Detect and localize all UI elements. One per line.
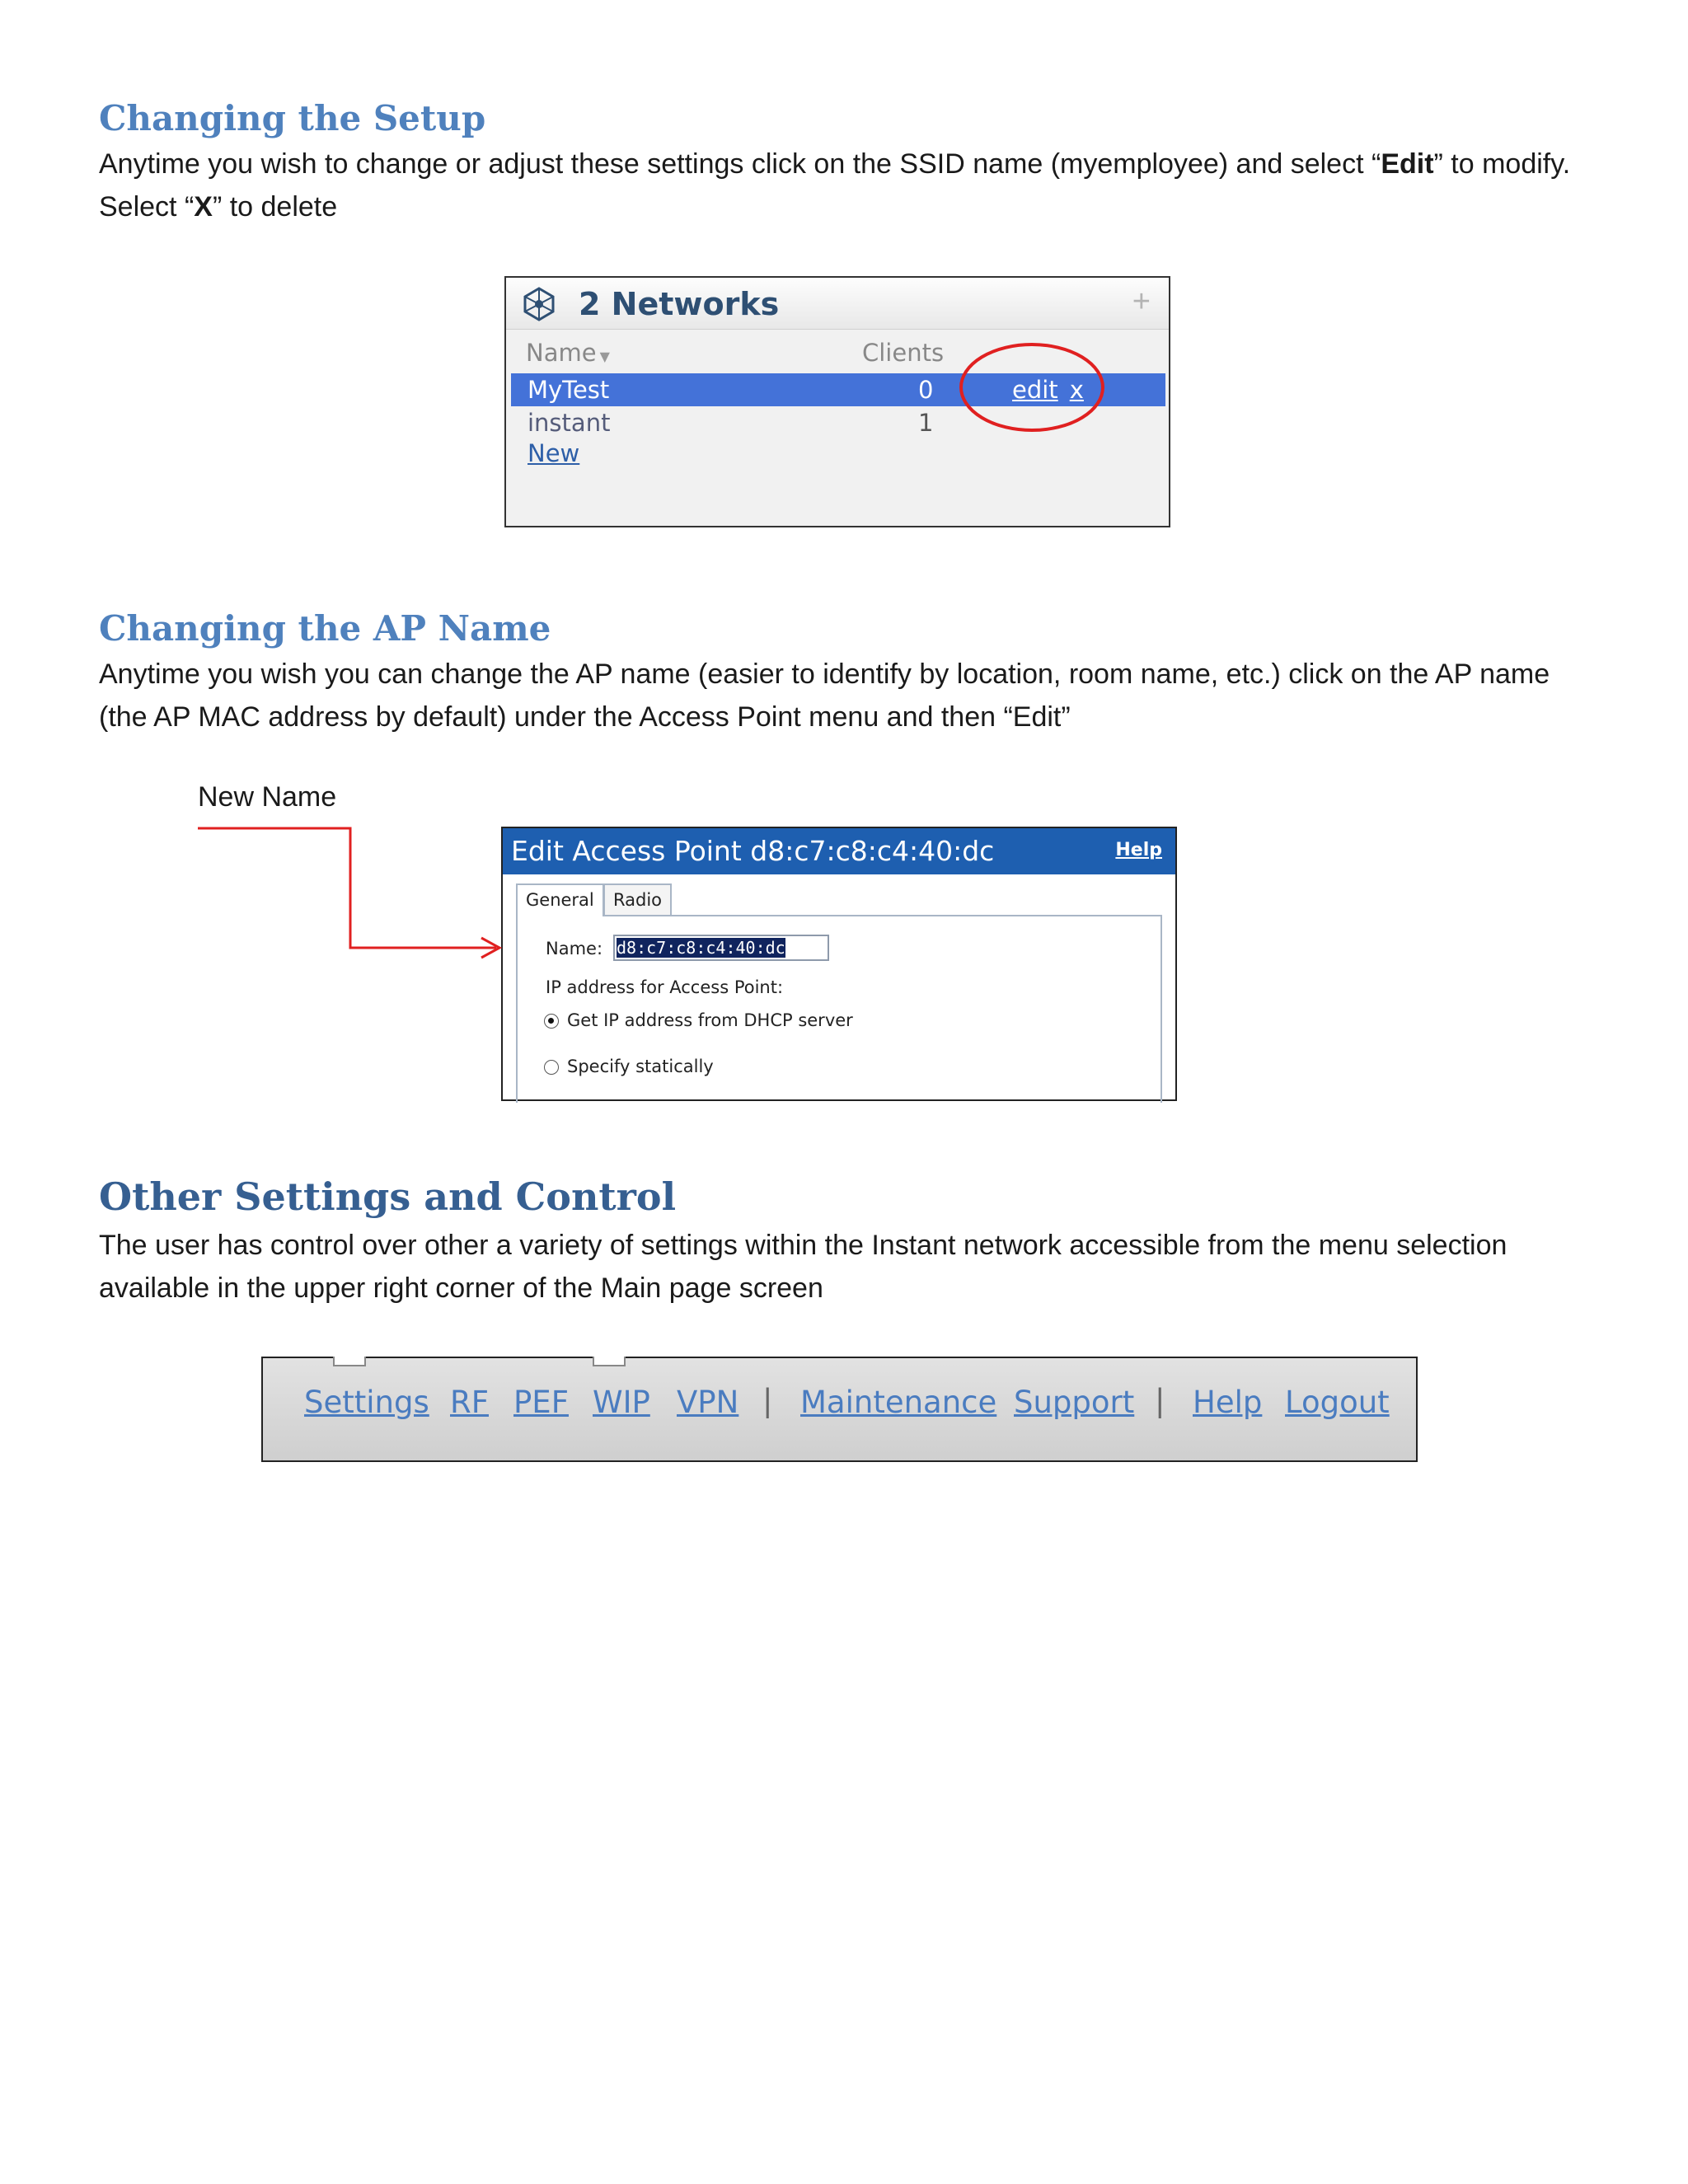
network-name[interactable]: MyTest bbox=[528, 376, 610, 404]
ip-address-label: IP address for Access Point: bbox=[546, 977, 784, 997]
network-clients: 0 bbox=[918, 376, 934, 404]
menu-settings[interactable]: Settings bbox=[304, 1385, 429, 1420]
edit-access-point-dialog bbox=[501, 827, 1177, 1101]
section-title-other-settings: Other Settings and Control bbox=[99, 1174, 677, 1219]
radio-static-label: Specify statically bbox=[567, 1057, 714, 1076]
network-row-mytest[interactable] bbox=[511, 373, 1165, 406]
paragraph-text: The user has control over other a variety of settings within the Instant network accessible from the menu selection bbox=[99, 1230, 1507, 1261]
paragraph-text: Anytime you wish you can change the AP name (easier to identify by location, room name, etc.) click on the AP name bbox=[99, 658, 1550, 690]
tab-general[interactable]: General bbox=[516, 883, 604, 916]
radio-dhcp-label: Get IP address from DHCP server bbox=[567, 1010, 853, 1030]
decorative-stub bbox=[333, 1357, 366, 1366]
delete-link[interactable]: x bbox=[1069, 376, 1084, 404]
dialog-help-link[interactable]: Help bbox=[1115, 840, 1162, 860]
annotation-arrow-line bbox=[198, 828, 496, 948]
paragraph-text: ” to modify. bbox=[1433, 148, 1571, 180]
menu-maintenance[interactable]: Maintenance bbox=[800, 1385, 997, 1420]
menu-pef[interactable]: PEF bbox=[513, 1385, 569, 1420]
section-paragraph-ap-name bbox=[99, 653, 1582, 738]
menu-help[interactable]: Help bbox=[1193, 1385, 1263, 1420]
main-menu-bar bbox=[261, 1357, 1418, 1462]
column-header-name-label: Name bbox=[526, 339, 597, 367]
paragraph-text: Anytime you wish to change or adjust these settings click on the SSID name (myemployee) and select “ bbox=[99, 148, 1381, 180]
network-actions bbox=[1012, 376, 1095, 404]
column-header-clients: Clients bbox=[862, 339, 945, 367]
network-row-instant[interactable] bbox=[511, 406, 1165, 439]
menu-separator: | bbox=[762, 1383, 773, 1418]
column-header-name[interactable] bbox=[526, 339, 610, 367]
ap-name-input[interactable] bbox=[613, 935, 829, 961]
ap-name-selected-text: d8:c7:c8:c4:40:dc bbox=[617, 938, 785, 958]
menu-vpn[interactable]: VPN bbox=[677, 1385, 739, 1420]
ap-name-label: Name: bbox=[546, 939, 603, 958]
edit-link[interactable]: edit bbox=[1012, 376, 1058, 404]
paragraph-text: (the AP MAC address by default) under the Access Point menu and then “Edit” bbox=[99, 701, 1071, 733]
radio-static[interactable] bbox=[544, 1060, 559, 1075]
dialog-header bbox=[503, 828, 1175, 874]
network-icon bbox=[521, 286, 557, 322]
tab-radio[interactable]: Radio bbox=[603, 883, 672, 915]
paragraph-bold-x: X bbox=[194, 191, 213, 223]
networks-panel-header bbox=[506, 278, 1169, 330]
network-name[interactable]: instant bbox=[528, 409, 611, 437]
radio-dhcp[interactable] bbox=[544, 1014, 559, 1029]
menu-logout[interactable]: Logout bbox=[1285, 1385, 1390, 1420]
paragraph-text: available in the upper right corner of the Main page screen bbox=[99, 1272, 823, 1304]
section-paragraph-other-settings bbox=[99, 1224, 1582, 1310]
menu-separator: | bbox=[1155, 1383, 1165, 1418]
add-network-icon[interactable]: + bbox=[1132, 284, 1151, 319]
paragraph-bold-edit: Edit bbox=[1381, 148, 1434, 180]
network-clients: 1 bbox=[918, 409, 934, 437]
section-title-changing-setup: Changing the Setup bbox=[99, 98, 486, 138]
new-network-link[interactable]: New bbox=[528, 439, 580, 467]
networks-title: 2 Networks bbox=[579, 286, 780, 322]
networks-panel bbox=[504, 276, 1170, 527]
annotation-arrow-head bbox=[481, 938, 499, 958]
menu-rf[interactable]: RF bbox=[450, 1385, 489, 1420]
sort-arrow-icon: ▼ bbox=[599, 349, 610, 364]
paragraph-text: Select “ bbox=[99, 191, 195, 223]
section-title-changing-ap-name: Changing the AP Name bbox=[99, 608, 551, 649]
paragraph-text: ” to delete bbox=[212, 191, 338, 223]
menu-wip[interactable]: WIP bbox=[593, 1385, 650, 1420]
annotation-new-name-label: New Name bbox=[198, 781, 337, 813]
decorative-stub bbox=[593, 1357, 626, 1366]
dialog-title: Edit Access Point d8:c7:c8:c4:40:dc bbox=[511, 835, 995, 867]
menu-support[interactable]: Support bbox=[1014, 1385, 1135, 1420]
section-paragraph-setup bbox=[99, 143, 1582, 228]
